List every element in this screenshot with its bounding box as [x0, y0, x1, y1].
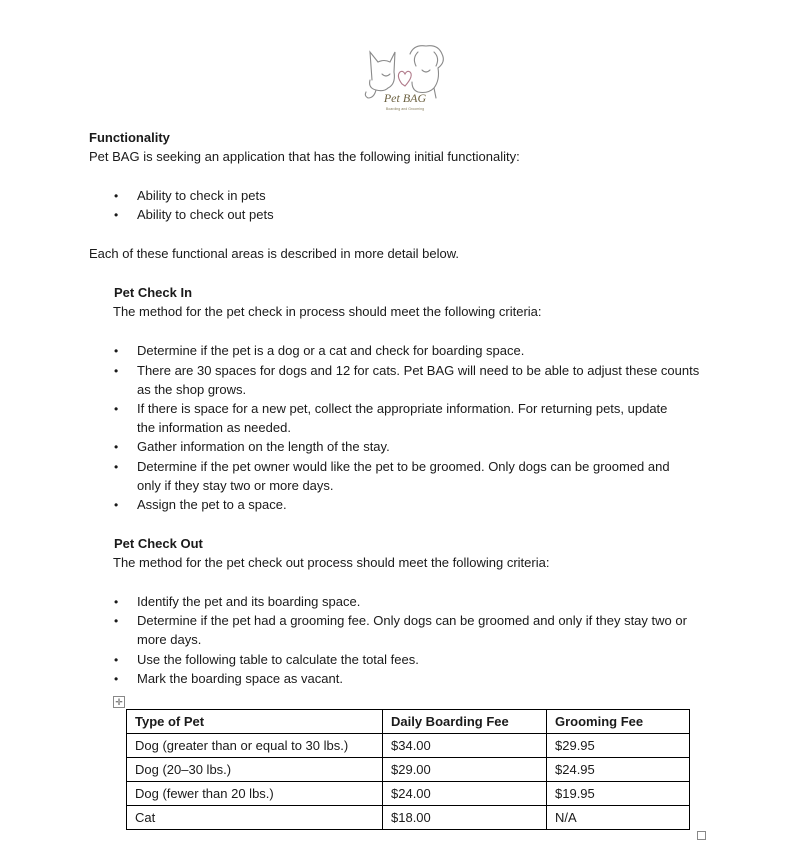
check-out-line: Identify the pet and its boarding space.: [137, 594, 361, 609]
bullet-icon: •: [114, 208, 119, 222]
table-row: [127, 782, 690, 806]
cat-dog-heart-icon: [362, 40, 448, 114]
table-move-handle-icon[interactable]: ✛: [113, 696, 125, 708]
table-cell: N/A: [547, 806, 690, 830]
check-in-line: only if they stay two or more days.: [137, 478, 334, 493]
check-in-heading: Pet Check In: [114, 285, 193, 300]
table-row: [127, 734, 690, 758]
bullet-icon: •: [114, 498, 119, 512]
functionality-intro: Pet BAG is seeking an application that has the following initial functionality:: [89, 149, 520, 164]
check-out-heading: Pet Check Out: [114, 536, 203, 551]
functionality-item: Ability to check out pets: [137, 207, 274, 222]
table-cell: $19.95: [547, 782, 690, 806]
logo-tagline: Boarding and Grooming: [385, 107, 425, 111]
table-cell: $29.95: [547, 734, 690, 758]
logo-brand: Pet BAG: [383, 91, 427, 105]
check-in-line: Determine if the pet owner would like the pet to be groomed. Only dogs can be groomed and: [137, 459, 670, 474]
table-cell: Dog (fewer than 20 lbs.): [127, 782, 383, 806]
bullet-icon: •: [114, 595, 119, 609]
bullet-icon: •: [114, 653, 119, 667]
check-in-line: There are 30 spaces for dogs and 12 for cats. Pet BAG will need to be able to adjust these counts: [137, 363, 700, 378]
check-out-intro: The method for the pet check out process should meet the following criteria:: [113, 555, 550, 570]
pet-bag-logo: [362, 40, 448, 114]
check-in-line: Assign the pet to a space.: [137, 497, 287, 512]
table-cell: $18.00: [383, 806, 547, 830]
table-row: [127, 758, 690, 782]
functionality-outro: Each of these functional areas is described in more detail below.: [89, 246, 459, 261]
check-out-line: Mark the boarding space as vacant.: [137, 671, 343, 686]
bullet-icon: •: [114, 614, 119, 628]
functionality-item: Ability to check in pets: [137, 188, 266, 203]
table-resize-handle[interactable]: [697, 831, 706, 840]
bullet-icon: •: [114, 672, 119, 686]
table-cell: $34.00: [383, 734, 547, 758]
check-out-line: more days.: [137, 632, 202, 647]
check-in-line: Gather information on the length of the stay.: [137, 439, 390, 454]
bullet-icon: •: [114, 440, 119, 454]
check-in-line: as the shop grows.: [137, 382, 247, 397]
table-row: [127, 806, 690, 830]
check-in-line: the information as needed.: [137, 420, 291, 435]
bullet-icon: •: [114, 344, 119, 358]
check-in-line: Determine if the pet is a dog or a cat and check for boarding space.: [137, 343, 525, 358]
bullet-icon: •: [114, 189, 119, 203]
check-out-line: Determine if the pet had a grooming fee. Only dogs can be groomed and only if they stay two or: [137, 613, 687, 628]
table-cell: $29.00: [383, 758, 547, 782]
functionality-heading: Functionality: [89, 130, 170, 145]
table-header-row: [127, 710, 690, 734]
table-cell: Cat: [127, 806, 383, 830]
table-cell: $24.00: [383, 782, 547, 806]
check-out-line: Use the following table to calculate the total fees.: [137, 652, 419, 667]
table-cell: Dog (20–30 lbs.): [127, 758, 383, 782]
fees-table: [126, 709, 690, 830]
bullet-icon: •: [114, 364, 119, 378]
bullet-icon: •: [114, 402, 119, 416]
check-in-intro: The method for the pet check in process should meet the following criteria:: [113, 304, 542, 319]
bullet-icon: •: [114, 460, 119, 474]
table-cell: Dog (greater than or equal to 30 lbs.): [127, 734, 383, 758]
table-cell: $24.95: [547, 758, 690, 782]
header-daily-boarding-fee: Daily Boarding Fee: [383, 710, 547, 734]
header-grooming-fee: Grooming Fee: [547, 710, 690, 734]
check-in-line: If there is space for a new pet, collect the appropriate information. For returning pets, update: [137, 401, 668, 416]
header-type-of-pet: Type of Pet: [127, 710, 383, 734]
